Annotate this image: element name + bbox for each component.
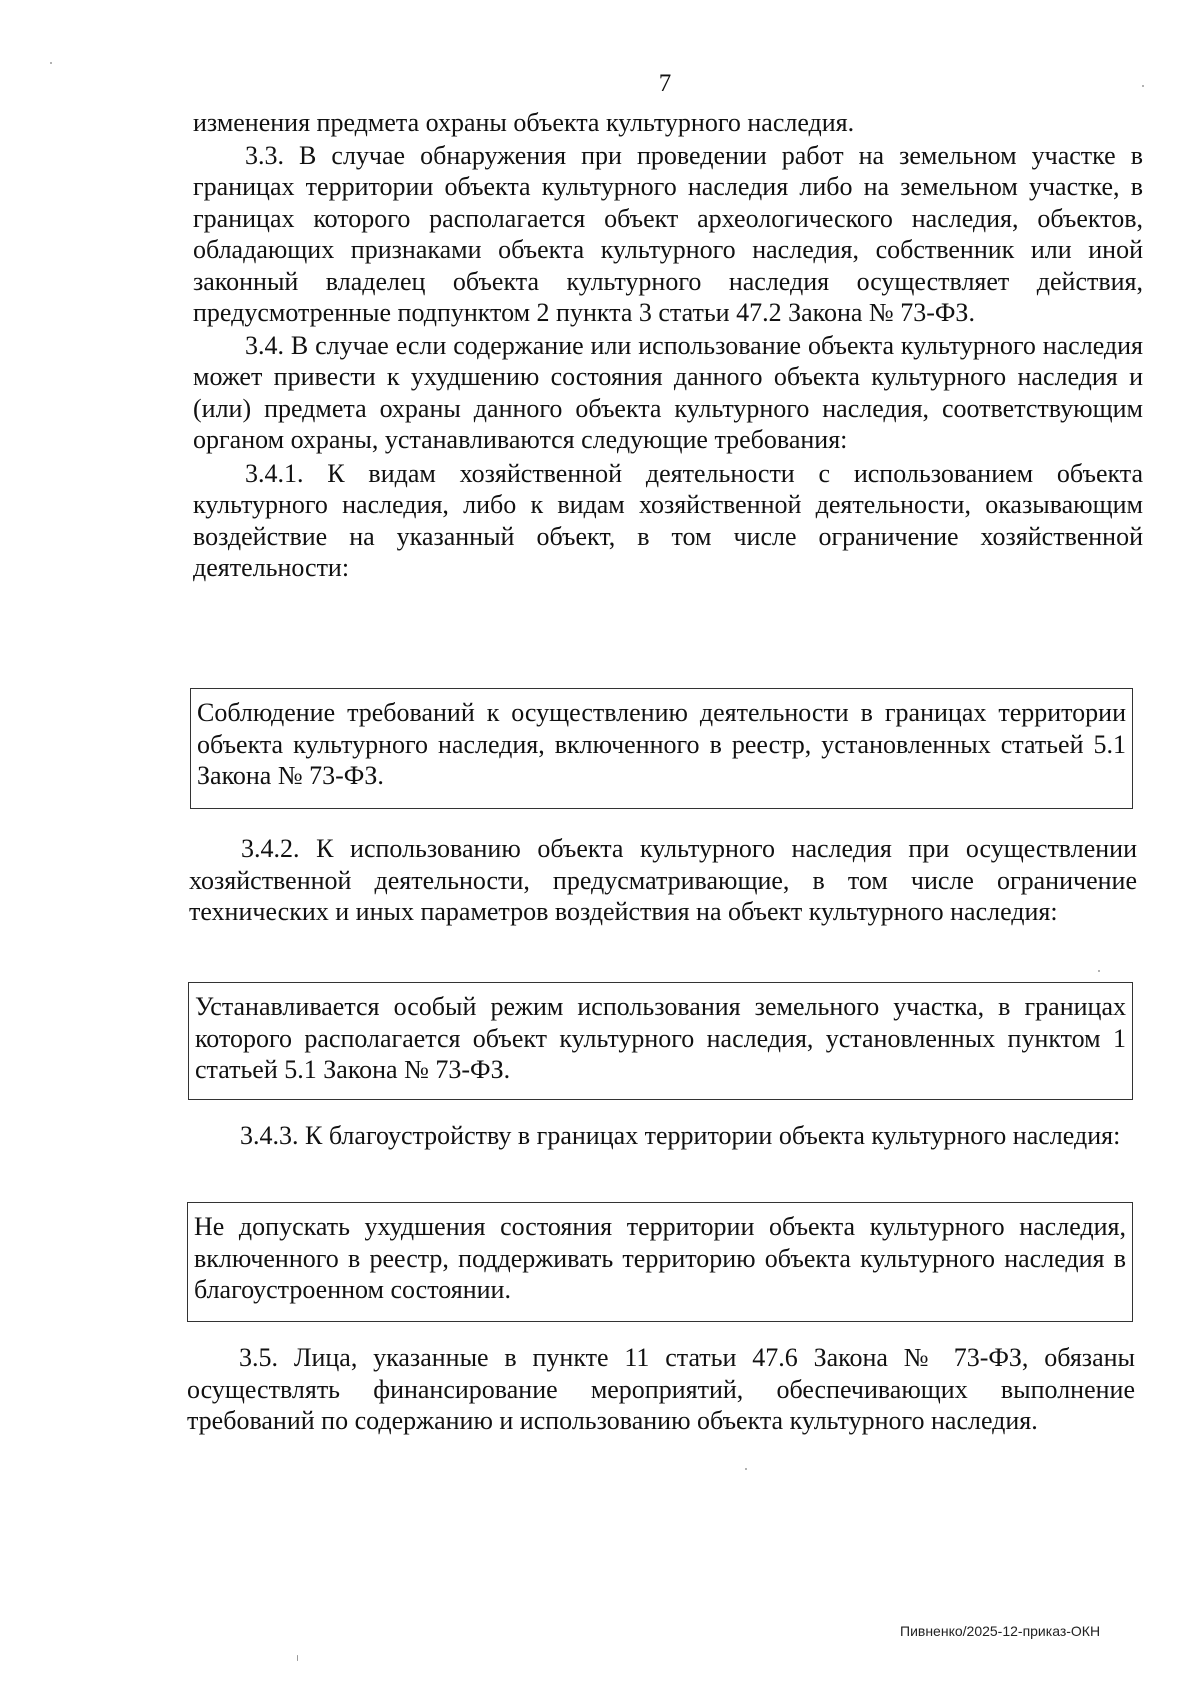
scan-speck bbox=[1098, 970, 1100, 972]
paragraph-3-4-2: 3.4.2. К использованию объекта культурного наследия при осуществлении хозяйственной деятельности, предусматривающие, в том числе ограничение технических и иных параметров воздействия на объект культурного наследия: bbox=[189, 834, 1137, 926]
requirement-text-3-4-1: Соблюдение требований к осуществлению деятельности в границах территории объекта культурного наследия, включенного в реестр, установленных статьей 5.1 Закона № 73-ФЗ. bbox=[197, 698, 1126, 790]
paragraph-3-4: 3.4. В случае если содержание или использование объекта культурного наследия может привести к ухудшению состояния данного объекта культурного наследия и (или) предмета охраны данного объекта культурного наследия, соответствующим органом охраны, устанавливаются следующие требования: bbox=[193, 330, 1143, 454]
paragraph-3-5: 3.5. Лица, указанные в пункте 11 статьи 47.6 Закона № 73-ФЗ, обязаны осуществлять финансирование мероприятий, обеспечивающих выполнение требований по содержанию и использованию объекта культурного наследия. bbox=[187, 1343, 1135, 1435]
section-3-5-block bbox=[187, 1342, 1135, 1437]
paragraph-continuation: изменения предмета охраны объекта культурного наследия. bbox=[193, 108, 855, 137]
scan-speck bbox=[297, 1655, 298, 1661]
document-reference-footer: Пивненко/2025-12-приказ-ОКН bbox=[900, 1623, 1101, 1639]
section-3-3-block bbox=[193, 107, 1143, 584]
requirement-text-3-4-2: Устанавливается особый режим использования земельного участка, в границах которого располагается объект культурного наследия, установленных пунктом 1 статьей 5.1 Закона № 73-ФЗ. bbox=[195, 992, 1126, 1084]
paragraph-3-4-3: 3.4.3. К благоустройству в границах территории объекта культурного наследия: bbox=[240, 1121, 1121, 1150]
requirement-text-3-4-3: Не допускать ухудшения состояния территории объекта культурного наследия, включенного в реестр, поддерживать территорию объекта культурного наследия в благоустроенном состоянии. bbox=[194, 1212, 1126, 1304]
section-3-4-3-block bbox=[188, 1120, 1136, 1152]
paragraph-3-4-1: 3.4.1. К видам хозяйственной деятельности с использованием объекта культурного наследия, либо к видам хозяйственной деятельности, оказывающим воздействие на указанный объект, в том числе ограничение хозяйственной деятельности: bbox=[193, 458, 1143, 582]
scan-speck bbox=[745, 1468, 747, 1470]
paragraph-3-3: 3.3. В случае обнаружения при проведении работ на земельном участке в границах территории объекта культурного наследия либо на земельном участке, в границах которого располагается объект археологического наследия, объектов, обладающих признаками объекта культурного наследия, собственник или иной законный владелец объекта культурного наследия осуществляет действия, предусмотренные подпунктом 2 пункта 3 статьи 47.2 Закона № 73-ФЗ. bbox=[193, 140, 1143, 327]
requirement-box-3-4-1 bbox=[190, 688, 1133, 809]
scan-speck bbox=[1142, 85, 1144, 87]
scan-speck bbox=[50, 62, 52, 64]
requirement-box-3-4-2 bbox=[188, 982, 1133, 1100]
page-number: 7 bbox=[658, 70, 672, 97]
section-3-4-2-block bbox=[189, 833, 1137, 928]
requirement-box-3-4-3 bbox=[187, 1202, 1133, 1322]
